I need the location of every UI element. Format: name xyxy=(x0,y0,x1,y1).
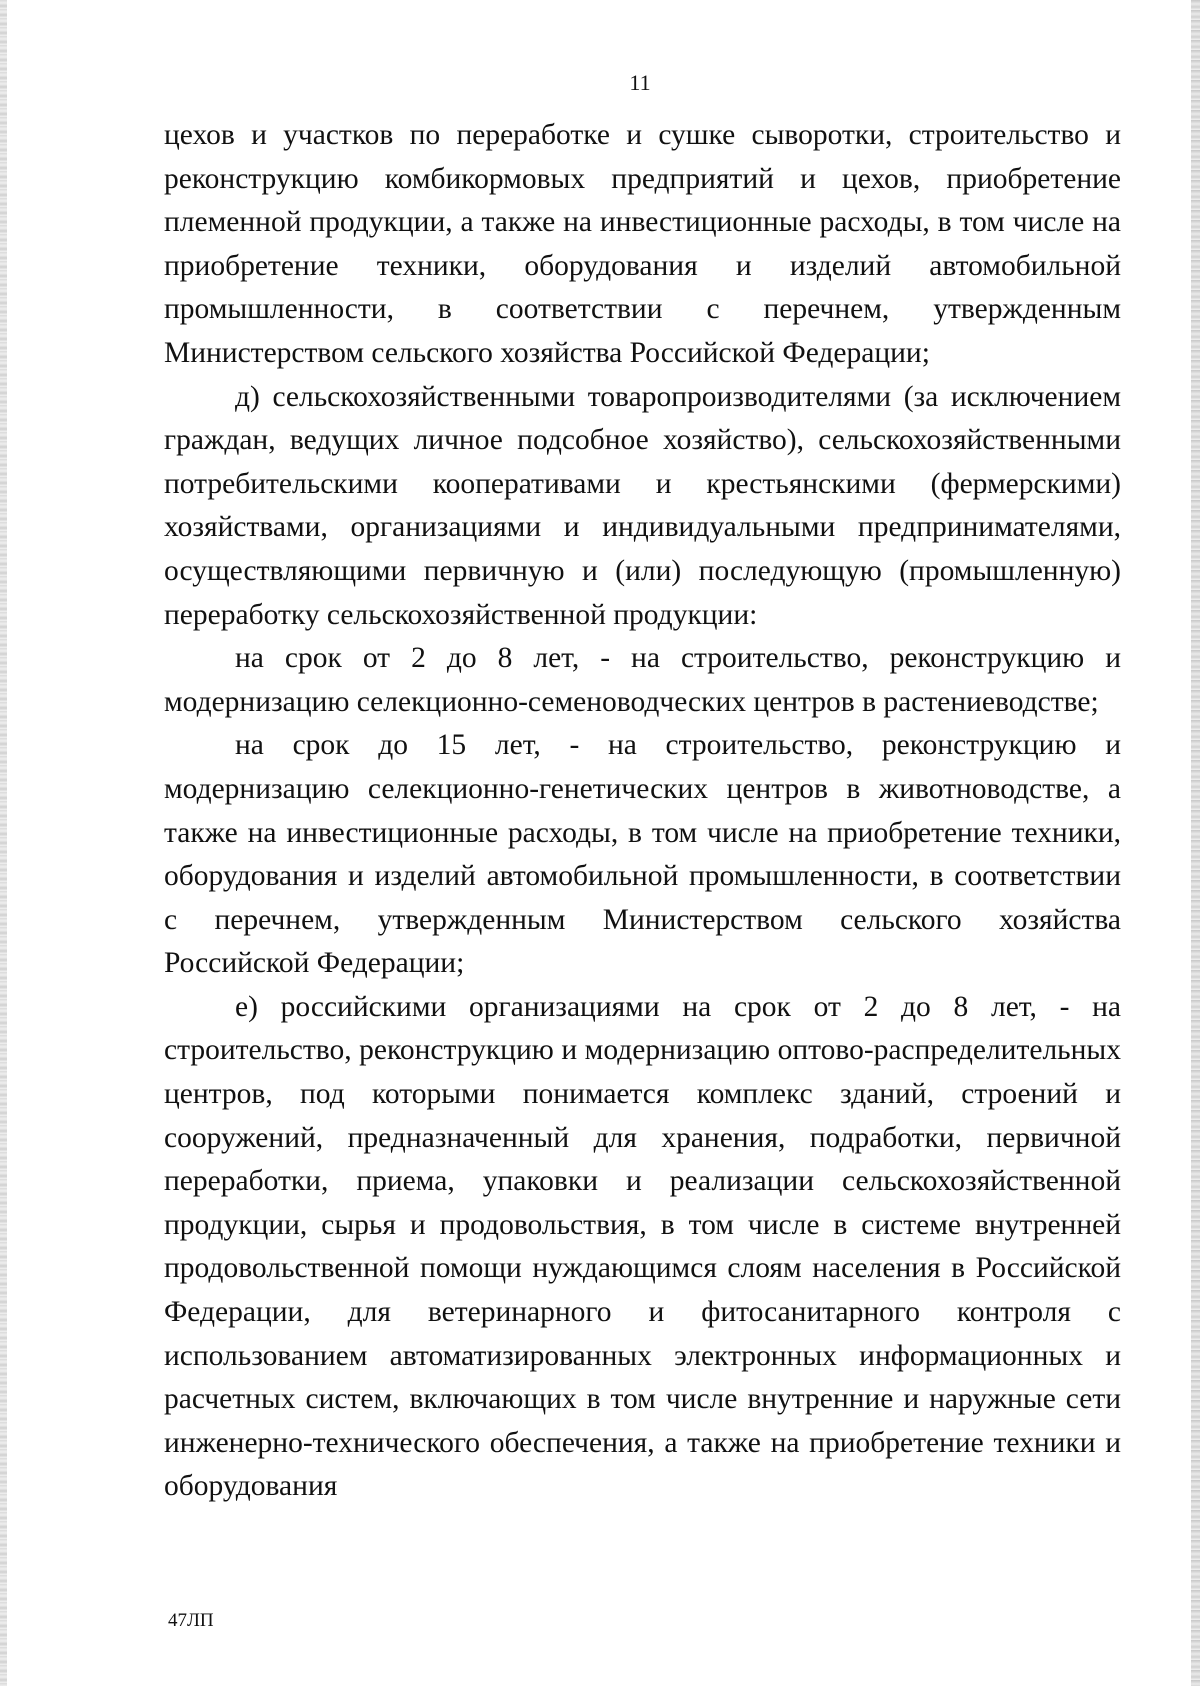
paragraph-continuation: цехов и участков по переработке и сушке сыворотки, строительство и реконструкцию комбикормовых предприятий и цехов, приобретение племенной продукции, а также на инвестиционные расходы, в том числе на приобретение техники, оборудования и изделий автомобильной промышленности, в соответствии с перечнем, утвержденным Министерством сельского хозяйства Российской Федерации; xyxy=(164,119,1121,369)
footer-document-code: 47ЛП xyxy=(168,1610,214,1631)
paragraph-term-2-8-years: на срок от 2 до 8 лет, - на строительство, реконструкцию и модернизацию селекционно-семеноводческих центров в растениеводстве; xyxy=(164,642,1121,718)
paragraph-term-15-years: на срок до 15 лет, - на строительство, реконструкцию и модернизацию селекционно-генетических центров в животноводстве, а также на инвестиционные расходы, в том числе на приобретение техники, оборудования и изделий автомобильной промышленности, в соответствии с перечнем, утвержденным Министерством сельского хозяйства Российской Федерации; xyxy=(164,729,1121,980)
scan-edge-left xyxy=(0,0,7,1686)
page-number: 11 xyxy=(629,70,651,95)
scan-edge-right xyxy=(1191,0,1200,1686)
paragraph-item-d: д) сельскохозяйственными товаропроизводителями (за исключением граждан, ведущих личное подсобное хозяйство), сельскохозяйственными потребительскими кооперативами и крестьянскими (фермерскими) хозяйствами, организациями и индивидуальными предпринимателями, осуществляющими первичную и (или) последующую (промышленную) переработку сельскохозяйственной продукции: xyxy=(164,380,1121,631)
document-body xyxy=(164,114,1121,1509)
paragraph-item-e: е) российскими организациями на срок от 2 до 8 лет, - на строительство, реконструкцию и модернизацию оптово-распределительных центров, под которыми понимается комплекс зданий, строений и сооружений, предназначенный для хранения, подработки, первичной переработки, приема, упаковки и реализации сельскохозяйственной продукции, сырья и продовольствия, в том числе в системе внутренней продовольственной помощи нуждающимся слоям населения в Российской Федерации, для ветеринарного и фитосанитарного контроля с использованием автоматизированных электронных информационных и расчетных систем, включающих в том числе внутренние и наружные сети инженерно-технического обеспечения, а также на приобретение техники и оборудования xyxy=(164,990,1121,1503)
